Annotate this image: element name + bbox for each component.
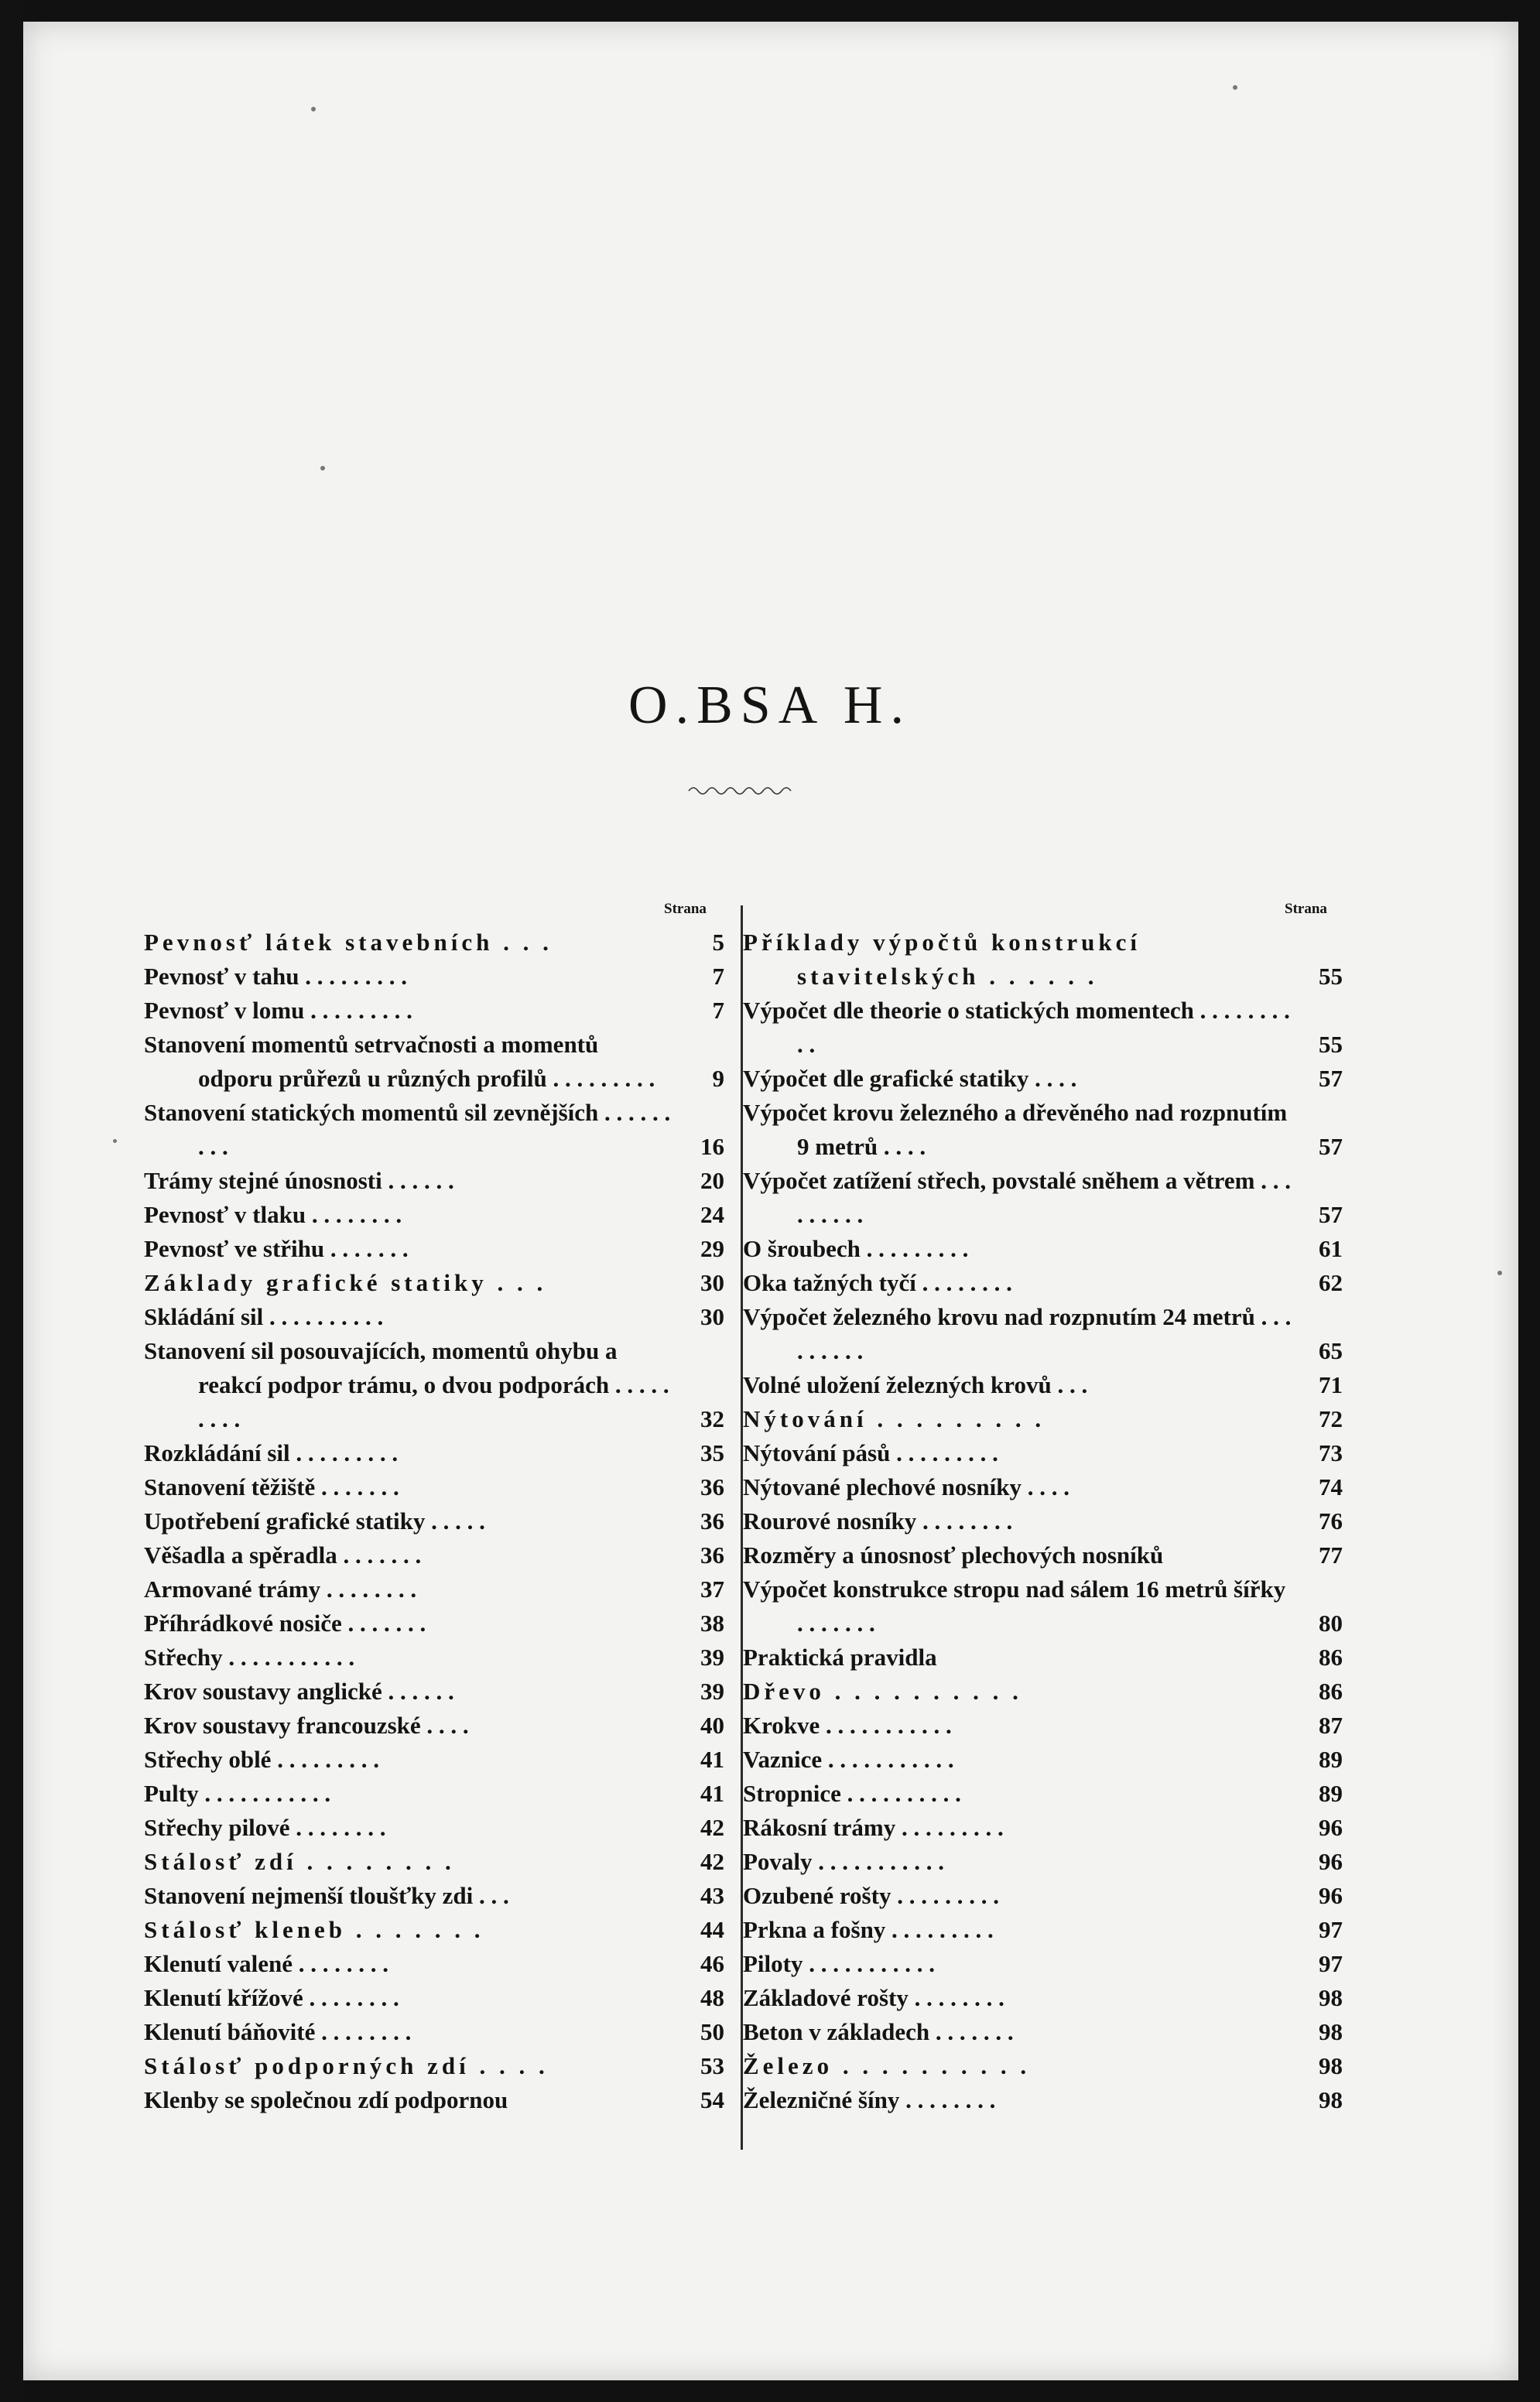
toc-entry-page: 44 bbox=[700, 1916, 724, 1943]
toc-entry bbox=[144, 1879, 724, 1913]
toc-entry bbox=[144, 926, 724, 960]
toc-entry bbox=[144, 1300, 724, 1334]
toc-entry bbox=[144, 1913, 724, 1947]
toc-entry-page: 50 bbox=[700, 2018, 724, 2045]
toc-right-column bbox=[743, 926, 1343, 2117]
toc-entry-page: 53 bbox=[700, 2052, 724, 2079]
toc-entry-page: 98 bbox=[1319, 2086, 1343, 2113]
scan-speck bbox=[311, 107, 316, 111]
toc-entry bbox=[743, 1062, 1343, 1096]
toc-entry-page: 86 bbox=[1319, 1678, 1343, 1705]
toc-entry-page: 36 bbox=[700, 1507, 724, 1535]
toc-entry-page: 55 bbox=[1319, 1031, 1343, 1058]
toc-entry-title: Povaly . . . . . . . . . . . bbox=[743, 1848, 945, 1875]
toc-entry-title: Klenutí valené . . . . . . . . bbox=[144, 1950, 389, 1977]
toc-entry-page: 30 bbox=[700, 1269, 724, 1296]
toc-entry-title: Příhrádkové nosiče . . . . . . . bbox=[144, 1610, 426, 1637]
toc-entry bbox=[743, 2049, 1343, 2083]
toc-entry-page: 20 bbox=[700, 1167, 724, 1194]
toc-entry-title: Železo . . . . . . . . . . bbox=[743, 2052, 1031, 2079]
toc-entry bbox=[144, 1709, 724, 1743]
toc-entry bbox=[144, 960, 724, 994]
toc-entry-page: 89 bbox=[1319, 1780, 1343, 1807]
toc-entry-page: 77 bbox=[1319, 1541, 1343, 1569]
toc-entry bbox=[743, 1743, 1343, 1777]
toc-entry-title: Stanovení sil posouvajících, momentů ohybu a reakcí podpor trámu, o dvou podporách . . . . . . . . . bbox=[144, 1337, 676, 1432]
scan-border bbox=[0, 0, 23, 2402]
toc-entry-page: 97 bbox=[1319, 1916, 1343, 1943]
toc-entry-page: 98 bbox=[1319, 2052, 1343, 2079]
toc-entry-title: Rozkládání sil . . . . . . . . . bbox=[144, 1439, 399, 1466]
toc-entry-page: 39 bbox=[700, 1644, 724, 1671]
toc-entry-page: 24 bbox=[700, 1201, 724, 1228]
toc-entry-page: 41 bbox=[700, 1746, 724, 1773]
toc-entry-title: Krov soustavy anglické . . . . . . bbox=[144, 1678, 454, 1705]
toc-entry-title: Oka tažných tyčí . . . . . . . . bbox=[743, 1269, 1012, 1296]
toc-entry bbox=[144, 1777, 724, 1811]
toc-entry-title: Příklady výpočtů konstrukcí stavitelských . . . . . . bbox=[743, 929, 1151, 990]
toc-entry-page: 86 bbox=[1319, 1644, 1343, 1671]
toc-entry bbox=[743, 1981, 1343, 2015]
toc-entry bbox=[144, 1845, 724, 1879]
toc-entry-title: Základové rošty . . . . . . . . bbox=[743, 1984, 1004, 2011]
toc-entry bbox=[144, 1743, 724, 1777]
toc-entry-title: Stanovení statických momentů sil zevnějších . . . . . . . . . bbox=[144, 1099, 677, 1160]
toc-entry-title: Rákosní trámy . . . . . . . . . bbox=[743, 1814, 1004, 1841]
toc-entry-title: Výpočet železného krovu nad rozpnutím 24 metrů . . . . . . . . . bbox=[743, 1303, 1298, 1364]
scan-speck bbox=[1233, 85, 1237, 90]
scan-speck bbox=[320, 466, 325, 470]
toc-entry-title: Výpočet dle grafické statiky . . . . bbox=[743, 1065, 1077, 1092]
toc-entry-page: 98 bbox=[1319, 1984, 1343, 2011]
toc-entry bbox=[743, 1504, 1343, 1538]
toc-entry bbox=[144, 1198, 724, 1232]
toc-entry-page: 54 bbox=[700, 2086, 724, 2113]
toc-entry-title: Železničné šíny . . . . . . . . bbox=[743, 2086, 996, 2113]
right-column-heading: Strana bbox=[1285, 901, 1327, 917]
toc-entry-title: Věšadla a spěradla . . . . . . . bbox=[144, 1541, 422, 1569]
toc-entry bbox=[743, 1879, 1343, 1913]
toc-entry bbox=[144, 1947, 724, 1981]
toc-entry bbox=[743, 1436, 1343, 1470]
toc-entry bbox=[144, 1811, 724, 1845]
toc-entry-page: 35 bbox=[700, 1439, 724, 1466]
toc-entry-title: Klenby se společnou zdí podpornou bbox=[144, 2086, 508, 2113]
toc-entry-title: Upotřebení grafické statiky . . . . . bbox=[144, 1507, 485, 1535]
toc-entry-title: Volné uložení železných krovů . . . bbox=[743, 1371, 1088, 1398]
toc-entry bbox=[144, 1436, 724, 1470]
toc-entry bbox=[144, 1572, 724, 1606]
toc-entry-page: 5 bbox=[712, 929, 724, 956]
toc-entry bbox=[743, 1300, 1343, 1368]
toc-entry bbox=[144, 2015, 724, 2049]
toc-entry bbox=[743, 1947, 1343, 1981]
toc-entry-title: Základy grafické statiky . . . bbox=[144, 1269, 547, 1296]
toc-entry-page: 37 bbox=[700, 1576, 724, 1603]
toc-entry bbox=[743, 1777, 1343, 1811]
toc-entry-title: Skládání sil . . . . . . . . . . bbox=[144, 1303, 384, 1330]
toc-entry-page: 89 bbox=[1319, 1746, 1343, 1773]
toc-entry-page: 38 bbox=[700, 1610, 724, 1637]
toc-entry-title: Krokve . . . . . . . . . . . bbox=[743, 1712, 952, 1739]
toc-entry-title: Ozubené rošty . . . . . . . . . bbox=[743, 1882, 999, 1909]
toc-entry-page: 42 bbox=[700, 1848, 724, 1875]
toc-entry-page: 73 bbox=[1319, 1439, 1343, 1466]
toc-entry-title: Stálosť kleneb . . . . . . . bbox=[144, 1916, 484, 1943]
toc-entry-page: 61 bbox=[1319, 1235, 1343, 1262]
title-ornament bbox=[687, 783, 796, 799]
toc-entry-title: Stanovení momentů setrvačnosti a momentů odporu průřezů u různých profilů . . . . . . . . . bbox=[144, 1031, 655, 1092]
toc-entry bbox=[144, 1028, 724, 1096]
toc-entry-title: Výpočet krovu železného a dřevěného nad rozpnutím 9 metrů . . . . bbox=[743, 1099, 1293, 1160]
toc-entry-title: Výpočet zatížení střech, povstalé sněhem a větrem . . . . . . . . . bbox=[743, 1167, 1297, 1228]
toc-entry bbox=[144, 2049, 724, 2083]
toc-entry-title: Pevnosť v tahu . . . . . . . . . bbox=[144, 963, 407, 990]
toc-entry-title: Stanovení těžiště . . . . . . . bbox=[144, 1473, 399, 1500]
toc-entry-title: Nýtování pásů . . . . . . . . . bbox=[743, 1439, 998, 1466]
toc-entry bbox=[743, 1470, 1343, 1504]
toc-entry-page: 87 bbox=[1319, 1712, 1343, 1739]
toc-entry-page: 74 bbox=[1319, 1473, 1343, 1500]
toc-entry bbox=[144, 1334, 724, 1436]
toc-entry-title: Pulty . . . . . . . . . . . bbox=[144, 1780, 331, 1807]
toc-entry-title: Stálosť podporných zdí . . . . bbox=[144, 2052, 549, 2079]
toc-entry-page: 57 bbox=[1319, 1133, 1343, 1160]
toc-entry-page: 57 bbox=[1319, 1065, 1343, 1092]
toc-entry-page: 46 bbox=[700, 1950, 724, 1977]
toc-entry-page: 76 bbox=[1319, 1507, 1343, 1535]
toc-entry-title: Nýtování . . . . . . . . . bbox=[743, 1405, 1045, 1432]
toc-entry bbox=[144, 1981, 724, 2015]
toc-entry-page: 29 bbox=[700, 1235, 724, 1262]
scan-speck bbox=[113, 1139, 117, 1143]
toc-entry-page: 80 bbox=[1319, 1610, 1343, 1637]
toc-entry bbox=[144, 1606, 724, 1641]
toc-entry bbox=[743, 1913, 1343, 1947]
toc-entry-page: 39 bbox=[700, 1678, 724, 1705]
toc-entry bbox=[144, 1266, 724, 1300]
toc-entry-title: Klenutí křížové . . . . . . . . bbox=[144, 1984, 399, 2011]
toc-entry-title: Rozměry a únosnosť plechových nosníků bbox=[743, 1541, 1164, 1569]
toc-entry bbox=[743, 926, 1343, 994]
toc-entry-title: Nýtované plechové nosníky . . . . bbox=[743, 1473, 1069, 1500]
toc-entry-page: 96 bbox=[1319, 1848, 1343, 1875]
toc-entry-page: 98 bbox=[1319, 2018, 1343, 2045]
toc-entry bbox=[743, 1675, 1343, 1709]
toc-entry-title: Rourové nosníky . . . . . . . . bbox=[743, 1507, 1013, 1535]
toc-entry-page: 97 bbox=[1319, 1950, 1343, 1977]
toc-entry-title: Klenutí báňovité . . . . . . . . bbox=[144, 2018, 412, 2045]
toc-entry-title: Střechy oblé . . . . . . . . . bbox=[144, 1746, 379, 1773]
toc-entry-title: Beton v základech . . . . . . . bbox=[743, 2018, 1014, 2045]
toc-entry-page: 42 bbox=[700, 1814, 724, 1841]
toc-entry-title: Pevnosť v tlaku . . . . . . . . bbox=[144, 1201, 402, 1228]
toc-entry-title: Dřevo . . . . . . . . . . bbox=[743, 1678, 1022, 1705]
toc-entry bbox=[743, 1402, 1343, 1436]
toc-entry bbox=[144, 1164, 724, 1198]
toc-entry-page: 48 bbox=[700, 1984, 724, 2011]
toc-entry-title: O šroubech . . . . . . . . . bbox=[743, 1235, 969, 1262]
toc-entry bbox=[743, 1232, 1343, 1266]
toc-entry bbox=[743, 2015, 1343, 2049]
toc-entry-title: Výpočet dle theorie o statických momentech . . . . . . . . . . bbox=[743, 997, 1296, 1058]
toc-entry-title: Pevnosť látek stavebních . . . bbox=[144, 929, 553, 956]
toc-entry bbox=[743, 1641, 1343, 1675]
toc-entry bbox=[144, 1470, 724, 1504]
toc-entry-title: Armované trámy . . . . . . . . bbox=[144, 1576, 417, 1603]
toc-entry-page: 30 bbox=[700, 1303, 724, 1330]
toc-entry-page: 16 bbox=[700, 1133, 724, 1160]
toc-entry-page: 41 bbox=[700, 1780, 724, 1807]
toc-entry-page: 9 bbox=[712, 1065, 724, 1092]
toc-entry-page: 36 bbox=[700, 1473, 724, 1500]
toc-entry-title: Stropnice . . . . . . . . . . bbox=[743, 1780, 961, 1807]
toc-entry bbox=[144, 2083, 724, 2117]
toc-entry bbox=[743, 1572, 1343, 1641]
toc-entry bbox=[743, 1096, 1343, 1164]
left-column-heading: Strana bbox=[664, 901, 707, 917]
scan-speck bbox=[1497, 1271, 1502, 1275]
toc-entry-title: Prkna a fošny . . . . . . . . . bbox=[743, 1916, 994, 1943]
toc-entry-title: Střechy . . . . . . . . . . . bbox=[144, 1644, 355, 1671]
toc-entry-title: Krov soustavy francouzské . . . . bbox=[144, 1712, 469, 1739]
toc-entry-page: 32 bbox=[700, 1405, 724, 1432]
toc-entry-page: 96 bbox=[1319, 1882, 1343, 1909]
toc-entry-title: Stálosť zdí . . . . . . . . bbox=[144, 1848, 455, 1875]
toc-entry-page: 55 bbox=[1319, 963, 1343, 990]
toc-entry bbox=[743, 994, 1343, 1062]
toc-entry-title: Stanovení nejmenší tloušťky zdi . . . bbox=[144, 1882, 509, 1909]
toc-entry bbox=[743, 1811, 1343, 1845]
toc-entry-page: 7 bbox=[712, 963, 724, 990]
toc-entry bbox=[743, 1845, 1343, 1879]
toc-left-column bbox=[144, 926, 724, 2117]
toc-entry bbox=[144, 1538, 724, 1572]
toc-entry bbox=[743, 1709, 1343, 1743]
toc-entry-title: Výpočet konstrukce stropu nad sálem 16 metrů šířky . . . . . . . bbox=[743, 1576, 1292, 1637]
toc-entry-title: Pevnosť ve střihu . . . . . . . bbox=[144, 1235, 409, 1262]
toc-entry-title: Střechy pilové . . . . . . . . bbox=[144, 1814, 386, 1841]
toc-entry-title: Vaznice . . . . . . . . . . . bbox=[743, 1746, 954, 1773]
toc-entry bbox=[144, 1641, 724, 1675]
toc-entry-page: 62 bbox=[1319, 1269, 1343, 1296]
page-title: O.BSA H. bbox=[628, 676, 912, 735]
toc-entry-title: Piloty . . . . . . . . . . . bbox=[743, 1950, 935, 1977]
toc-entry bbox=[144, 994, 724, 1028]
toc-entry bbox=[743, 1164, 1343, 1232]
toc-entry bbox=[144, 1232, 724, 1266]
toc-entry bbox=[743, 2083, 1343, 2117]
toc-entry bbox=[144, 1096, 724, 1164]
toc-entry-page: 72 bbox=[1319, 1405, 1343, 1432]
toc-entry-title: Trámy stejné únosnosti . . . . . . bbox=[144, 1167, 454, 1194]
toc-entry-page: 7 bbox=[712, 997, 724, 1024]
toc-entry-page: 43 bbox=[700, 1882, 724, 1909]
toc-entry bbox=[743, 1538, 1343, 1572]
toc-entry-page: 71 bbox=[1319, 1371, 1343, 1398]
toc-entry-page: 65 bbox=[1319, 1337, 1343, 1364]
toc-entry bbox=[144, 1675, 724, 1709]
toc-entry bbox=[743, 1266, 1343, 1300]
toc-entry-page: 36 bbox=[700, 1541, 724, 1569]
toc-entry-title: Praktická pravidla bbox=[743, 1644, 937, 1671]
toc-entry bbox=[144, 1504, 724, 1538]
toc-entry-page: 40 bbox=[700, 1712, 724, 1739]
toc-entry-page: 57 bbox=[1319, 1201, 1343, 1228]
toc-entry-page: 96 bbox=[1319, 1814, 1343, 1841]
toc-entry-title: Pevnosť v lomu . . . . . . . . . bbox=[144, 997, 412, 1024]
toc-entry bbox=[743, 1368, 1343, 1402]
